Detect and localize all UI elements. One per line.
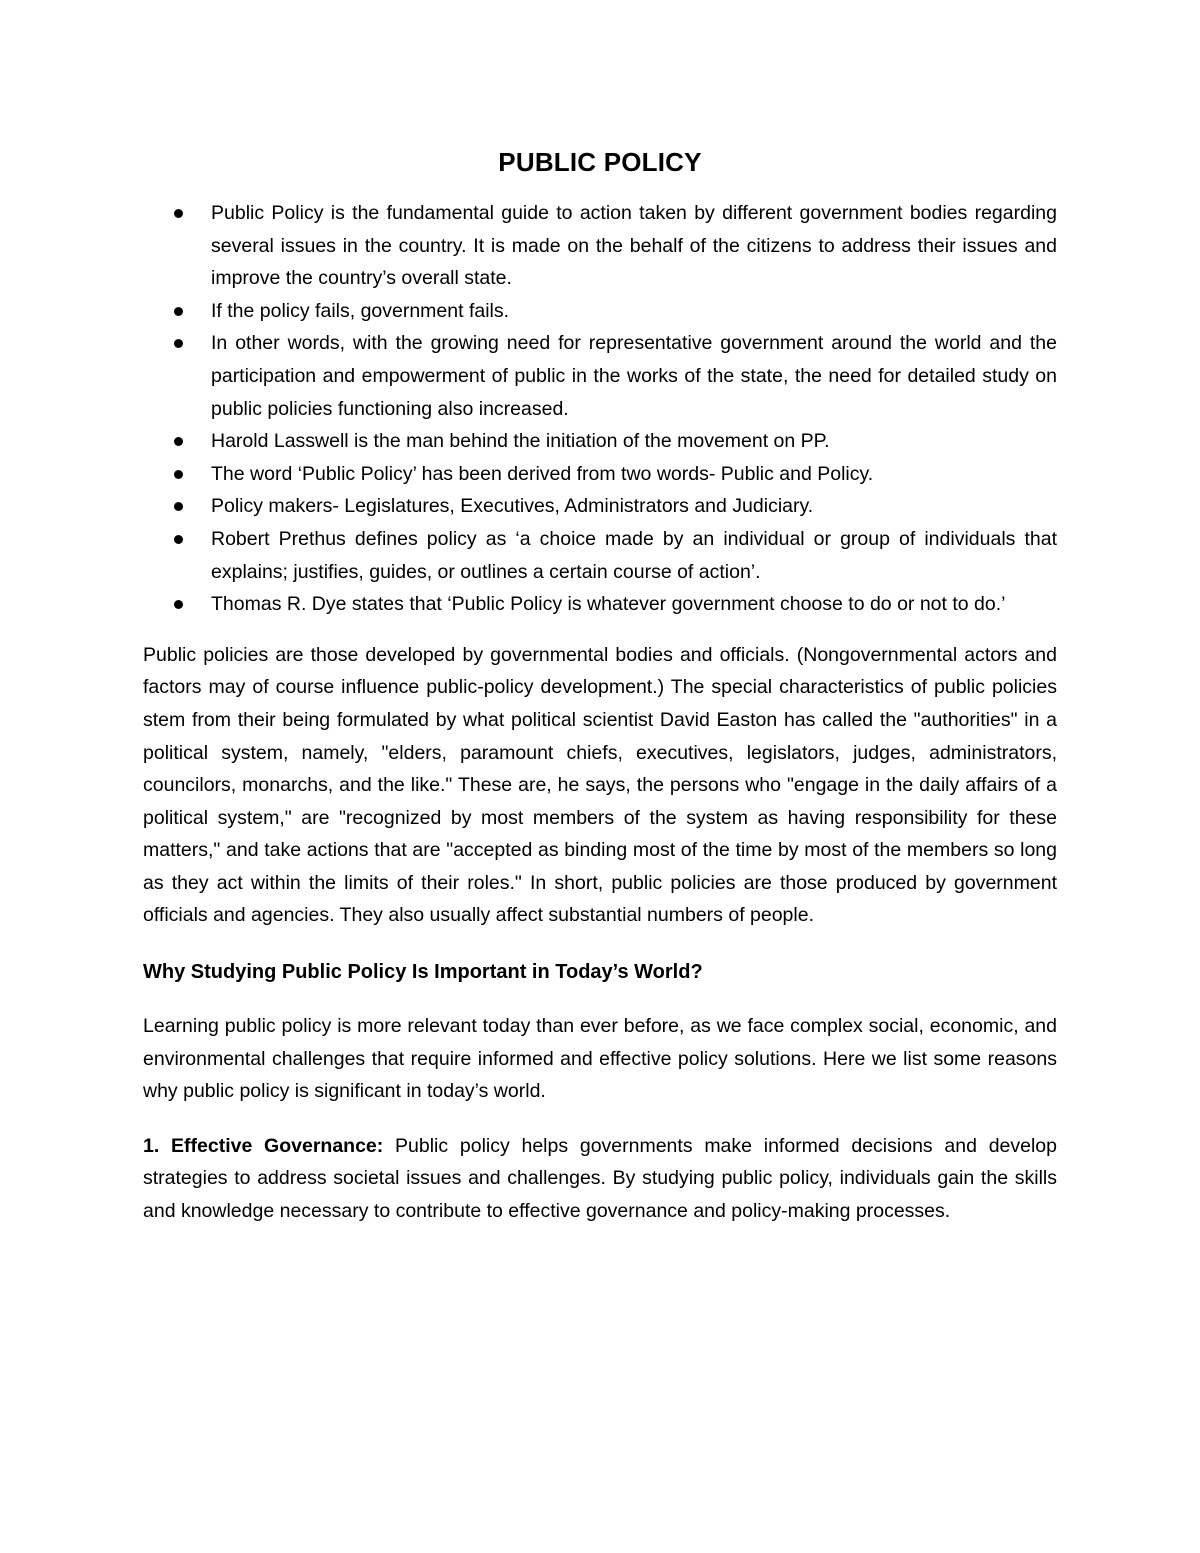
bullet-dot-icon	[174, 307, 183, 316]
bullet-item	[143, 295, 1057, 328]
bullet-dot-icon	[174, 502, 183, 511]
bullet-dot-icon	[174, 209, 183, 218]
bullet-dot-icon	[174, 437, 183, 446]
document-body	[143, 142, 1057, 1228]
bullet-dot-icon	[174, 470, 183, 479]
bullet-text: Public Policy is the fundamental guide to action taken by different government bodies regarding several issues in the country. It is made on the behalf of the citizens to address their issues and improve the country’s overall state.	[211, 202, 1057, 290]
bullet-dot-icon	[174, 339, 183, 348]
bullet-item	[143, 425, 1057, 458]
bullet-item	[143, 588, 1057, 621]
bullet-item	[143, 490, 1057, 523]
point-label: 1. Effective Governance:	[143, 1134, 384, 1157]
section-heading: Why Studying Public Policy Is Important in Today’s World?	[143, 961, 703, 984]
point-effective-governance	[143, 1130, 1057, 1228]
paragraph-learning: Learning public policy is more relevant today than ever before, as we face complex social, economic, and environmental challenges that require informed and effective policy solutions. Here we list some reasons why public policy is significant in today’s world.	[143, 1015, 1057, 1103]
paragraph-public-policies: Public policies are those developed by governmental bodies and officials. (Nongovernmental actors and factors may of course influence public-policy development.) The special characteristics of public policies stem from their being formulated by what political scientist David Easton has called the "authorities" in a political system, namely, "elders, paramount chiefs, executives, legislators, judges, administrators, councilors, monarchs, and the like." These are, he says, the persons who "engage in the daily affairs of a political system," are "recognized by most members of the system as having responsibility for these matters," and take actions that are "accepted as binding most of the time by most of the members so long as they act within the limits of their roles." In short, public policies are those produced by government officials and agencies. They also usually affect substantial numbers of people.	[143, 643, 1057, 927]
bullet-dot-icon	[174, 535, 183, 544]
point-text: Public policy helps governments make informed decisions and develop strategies to address societal issues and challenges. By studying public policy, individuals gain the skills and knowledge necessary to contribute to effective governance and policy-making processes.	[143, 1134, 1057, 1223]
bullet-item	[143, 327, 1057, 425]
bullet-text: Robert Prethus defines policy as ‘a choice made by an individual or group of individuals that explains; justifies, guides, or outlines a certain course of action’.	[211, 527, 1057, 583]
bullet-text: If the policy fails, government fails.	[211, 299, 510, 322]
bullet-text: In other words, with the growing need for representative government around the world and the participation and empowerment of public in the works of the state, the need for detailed study on public policies functioning also increased.	[211, 332, 1057, 420]
bullet-text: The word ‘Public Policy’ has been derived from two words- Public and Policy.	[211, 462, 874, 485]
document-title: PUBLIC POLICY	[498, 147, 702, 177]
bullet-list	[143, 197, 1057, 621]
bullet-item	[143, 458, 1057, 491]
bullet-text: Harold Lasswell is the man behind the initiation of the movement on PP.	[211, 430, 830, 453]
bullet-text: Policy makers- Legislatures, Executives, Administrators and Judiciary.	[211, 495, 814, 518]
bullet-text: Thomas R. Dye states that ‘Public Policy is whatever government choose to do or not to do.’	[211, 593, 1006, 616]
bullet-dot-icon	[174, 600, 183, 609]
bullet-item	[143, 523, 1057, 588]
bullet-item	[143, 197, 1057, 295]
